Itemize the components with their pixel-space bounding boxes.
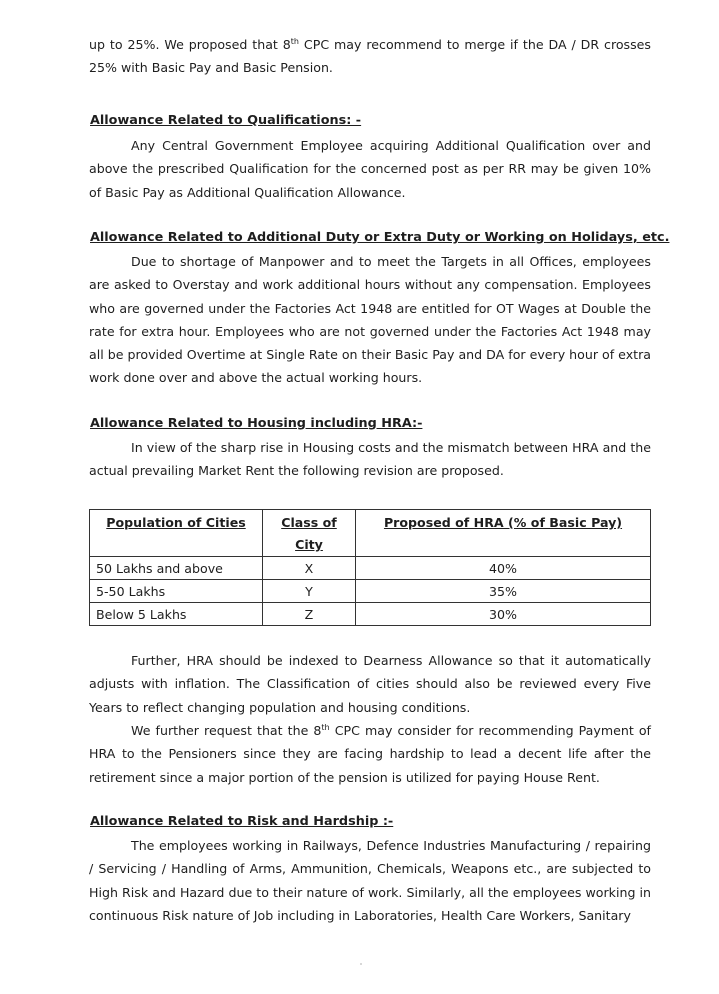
cell-class: X	[263, 557, 356, 580]
cell-population: 50 Lakhs and above	[90, 557, 263, 580]
heading-risk-hardship: Allowance Related to Risk and Hardship :-	[90, 814, 394, 829]
paragraph-qualifications	[89, 134, 651, 204]
heading-additional-duty: Allowance Related to Additional Duty or Extra Duty or Working on Holidays, etc.	[90, 230, 670, 245]
heading-qualifications: Allowance Related to Qualifications: -	[90, 113, 362, 128]
cell-class: Z	[263, 603, 356, 626]
heading-housing: Allowance Related to Housing including HRA:-	[90, 416, 423, 431]
cell-hra: 30%	[356, 603, 651, 626]
cell-hra: 40%	[356, 557, 651, 580]
table-row	[90, 557, 651, 580]
cell-hra: 35%	[356, 580, 651, 603]
paragraph-text: CPC may recommend to merge if the DA / DR crosses 25% with Basic Pay and Basic Pension.	[89, 37, 651, 76]
hra-table	[89, 509, 651, 626]
table-row	[90, 580, 651, 603]
paragraph-hra-pensioners	[89, 719, 651, 789]
paragraph-text: Due to shortage of Manpower and to meet the Targets in all Offices, employees are asked to Overstay and work additional hours without any compensation. Employees who are governed under the Factories Act 1948 are entitled for OT Wages at Double the rate for extra hour. Employees who are not governed under the Factories Act 1948 may all be provided Overtime at Single Rate on their Basic Pay and DA for every hour of extra work done over and above the actual working hours.	[89, 254, 651, 386]
paragraph-text: Any Central Government Employee acquiring Additional Qualification over and above the prescribed Qualification for the concerned post as per RR may be given 10% of Basic Pay as Additional Qualification Allowance.	[89, 138, 651, 200]
paragraph-risk-hardship	[89, 834, 651, 927]
table-row	[90, 603, 651, 626]
table-header-row	[90, 510, 651, 557]
superscript: th	[290, 36, 300, 46]
paragraph-text: Further, HRA should be indexed to Dearness Allowance so that it automatically adjusts with inflation. The Classification of cities should also be reviewed every Five Years to reflect changing population and housing conditions.	[89, 653, 651, 715]
header-class: Class of City	[263, 510, 356, 557]
paragraph-text: up to 25%. We proposed that 8	[89, 37, 291, 52]
paragraph-hra-indexing	[89, 649, 651, 719]
cell-population: Below 5 Lakhs	[90, 603, 263, 626]
paragraph-text: The employees working in Railways, Defence Industries Manufacturing / repairing / Servicing / Handling of Arms, Ammunition, Chemicals, Weapons etc., are subjected to High Risk and Hazard due to their nature of work. Similarly, all the employees working in continuous Risk nature of Job including in Laboratories, Health Care Workers, Sanitary	[89, 838, 651, 923]
superscript: th	[321, 722, 330, 732]
paragraph-text: CPC may consider for recommending Payment of HRA to the Pensioners since they are facing hardship to lead a decent life after the retirement since a major portion of the pension is utilized for paying House Rent.	[89, 723, 651, 785]
paragraph-text: In view of the sharp rise in Housing costs and the mismatch between HRA and the actual prevailing Market Rent the following revision are proposed.	[89, 440, 651, 479]
scan-speck	[360, 963, 362, 965]
header-hra: Proposed of HRA (% of Basic Pay)	[356, 510, 651, 557]
paragraph-text: We further request that the 8	[131, 723, 322, 738]
cell-class: Y	[263, 580, 356, 603]
paragraph-additional-duty	[89, 250, 651, 390]
paragraph-housing	[89, 436, 651, 483]
paragraph-da-merge	[89, 33, 651, 80]
cell-population: 5-50 Lakhs	[90, 580, 263, 603]
header-population: Population of Cities	[90, 510, 263, 557]
